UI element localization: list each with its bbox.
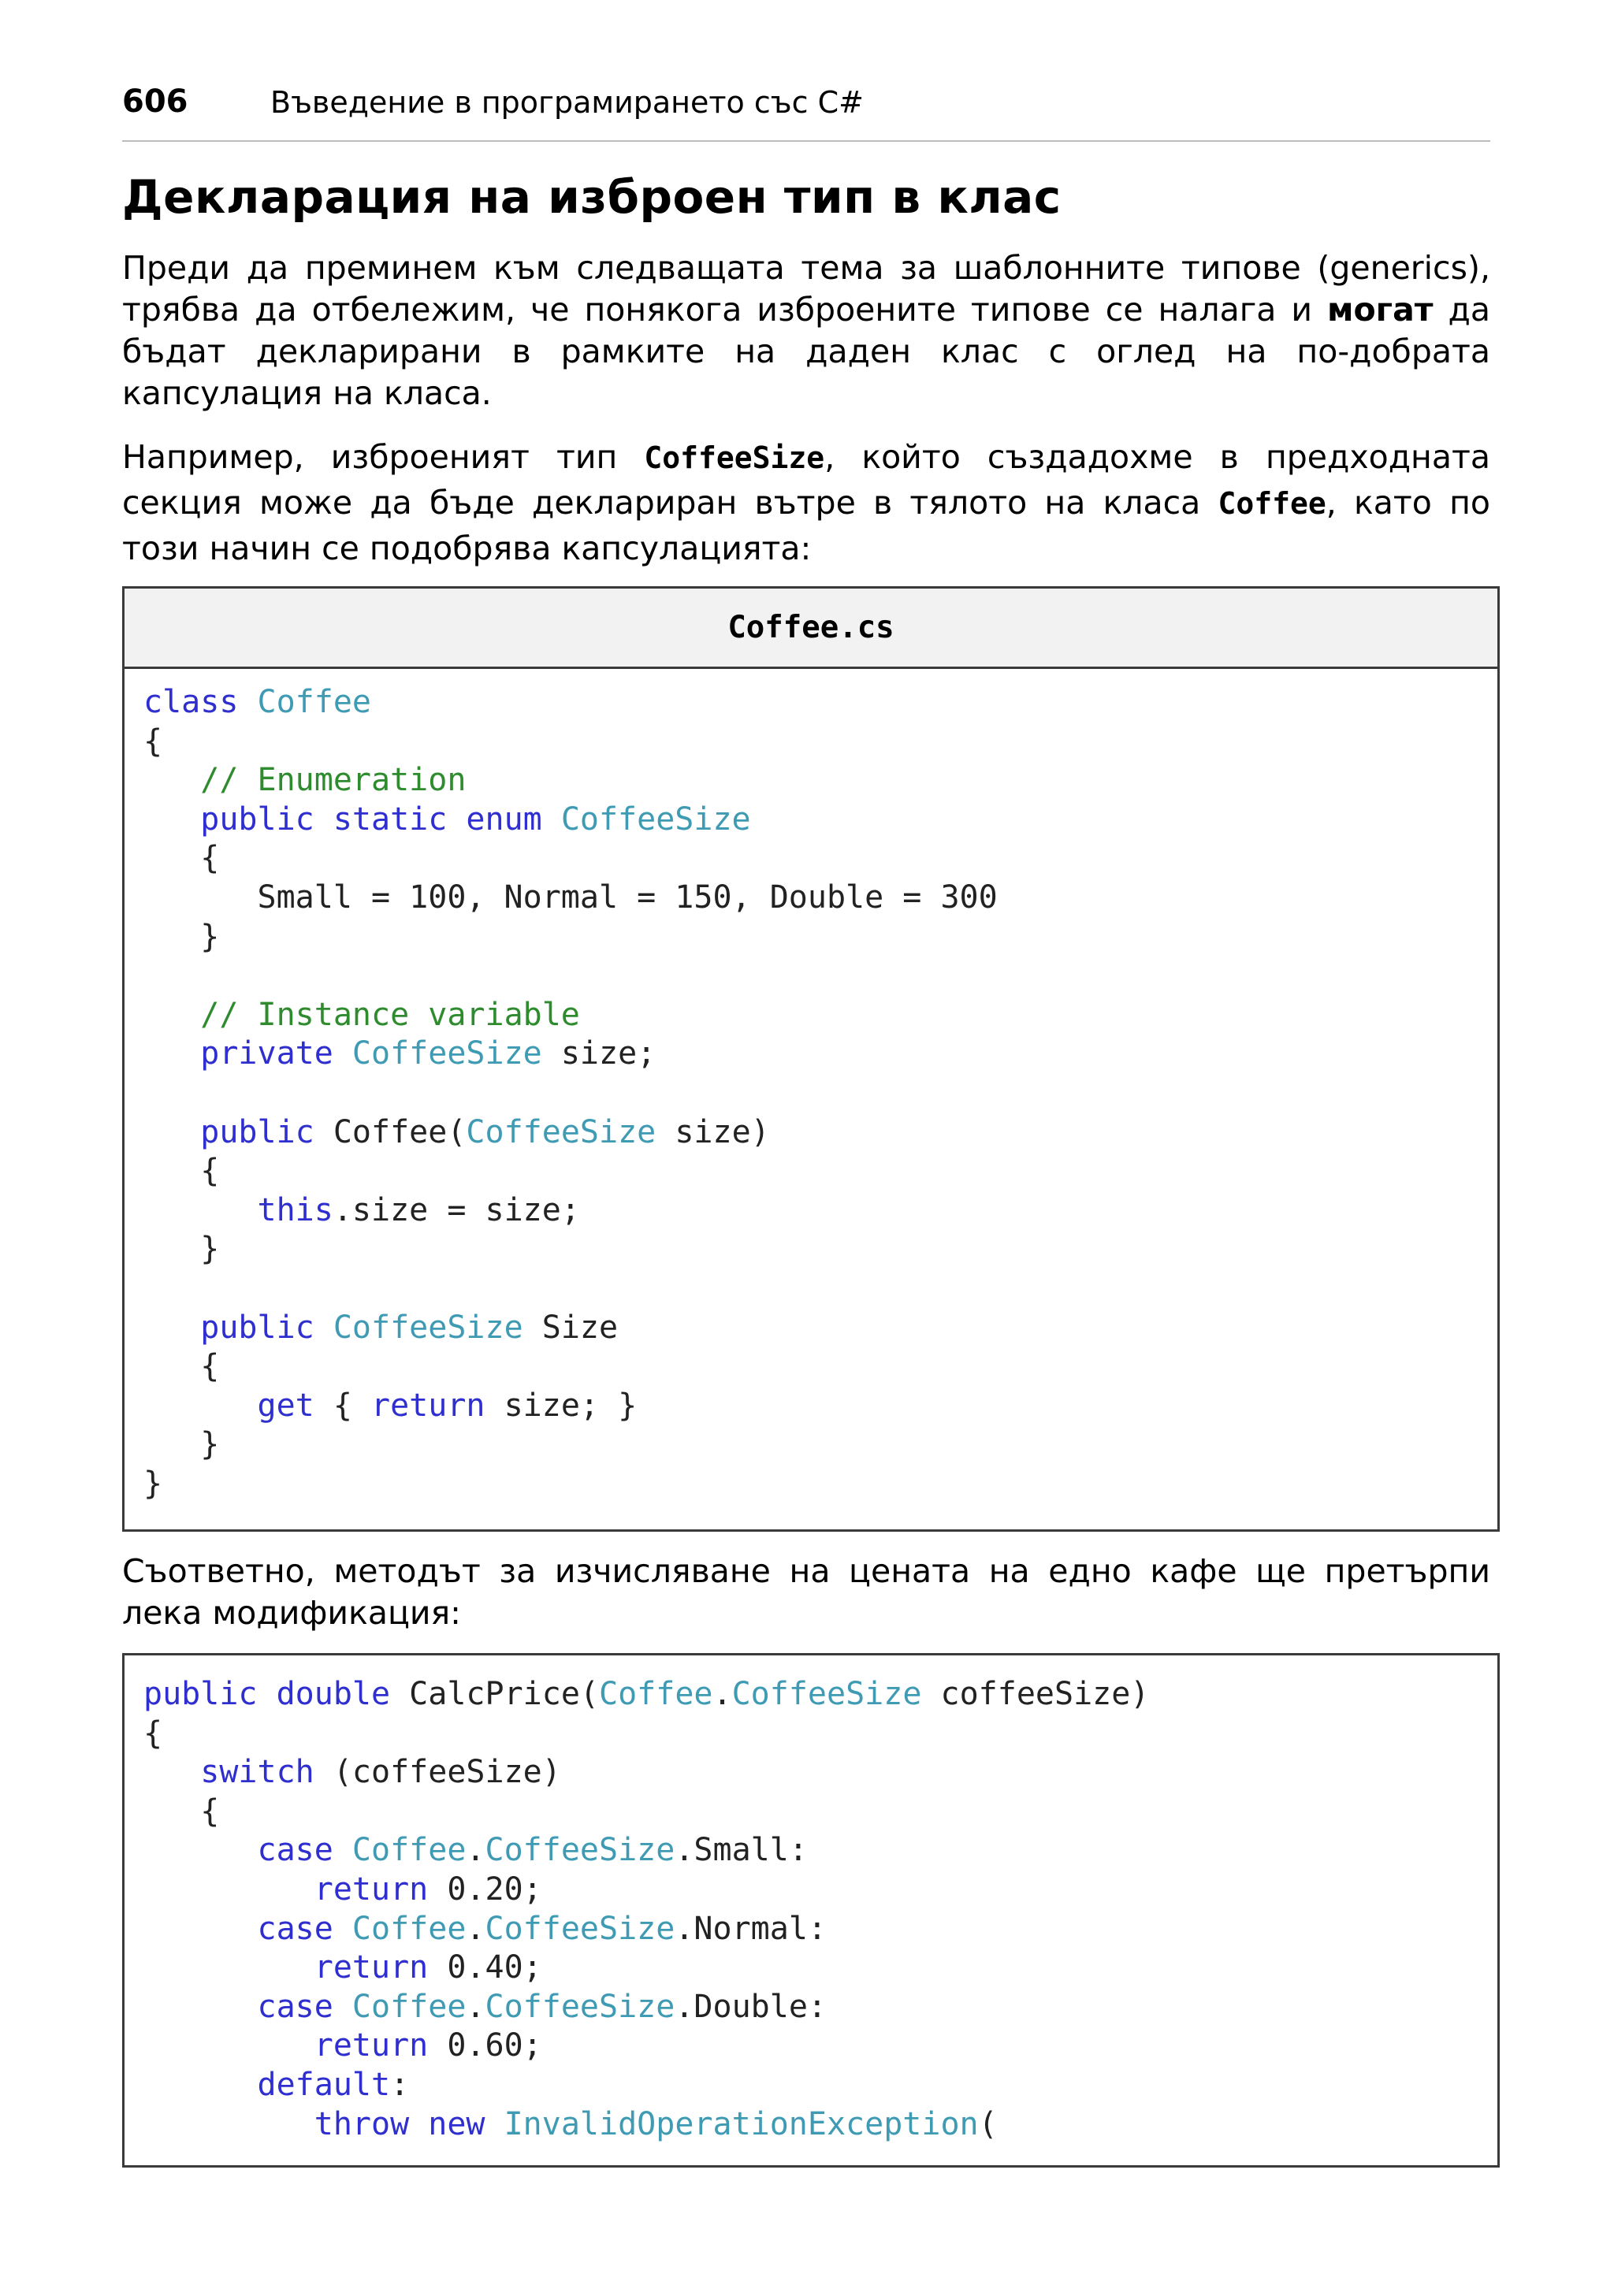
code-type: Coffee — [351, 1988, 467, 2025]
code-type: CoffeeSize — [731, 1676, 922, 1712]
code-block — [143, 683, 998, 1503]
code-text: ( — [978, 2105, 998, 2142]
code-text: size; — [541, 1035, 656, 1072]
code-text — [143, 1114, 200, 1150]
code-listing-calcprice — [122, 1653, 1500, 2168]
code-text: Size — [523, 1309, 619, 1346]
code-type: CoffeeSize — [485, 1988, 675, 2025]
code-text: { — [143, 1348, 220, 1385]
code-text: size; } — [485, 1387, 638, 1424]
code-type: CoffeeSize — [333, 1309, 523, 1346]
code-keyword: default — [257, 2066, 391, 2103]
code-keyword: return — [314, 2027, 429, 2064]
code-text: { — [143, 1715, 163, 1752]
bold-word: могат — [1327, 291, 1434, 329]
code-text — [143, 1192, 258, 1228]
code-keyword: public — [200, 1309, 333, 1346]
code-keyword: private — [200, 1035, 352, 1072]
code-text — [143, 762, 200, 798]
code-text: .Small: — [675, 1832, 808, 1869]
running-header — [122, 77, 1490, 142]
code-type: CoffeeSize — [485, 1832, 675, 1869]
paragraph-text: да бъдат декларирани в рамките на даден клас с оглед на по-добрата капсулация на класа. — [122, 291, 1490, 412]
code-listing-filename: Coffee.cs — [125, 589, 1497, 669]
inline-code-coffee: Coffee — [1218, 486, 1326, 521]
code-text: } — [143, 1426, 220, 1463]
code-text: . — [466, 1832, 485, 1869]
code-keyword: get — [257, 1387, 314, 1424]
code-block — [143, 1675, 1149, 2144]
code-text: 0.60; — [428, 2027, 542, 2064]
code-keyword: return — [371, 1387, 485, 1424]
code-text — [143, 2027, 314, 2064]
code-text: } — [143, 1465, 163, 1502]
paragraph-text: , който създадохме в предходната секция може да бъде деклариран вътре в тялото на класа — [122, 438, 1490, 522]
code-text: } — [143, 918, 220, 955]
code-type: Coffee — [598, 1676, 713, 1712]
code-type: Coffee — [351, 1832, 467, 1869]
code-text: { — [143, 723, 163, 760]
page-number: 606 — [122, 84, 188, 120]
code-text — [143, 1871, 314, 1908]
code-text: CalcPrice( — [409, 1676, 599, 1712]
code-text — [143, 801, 200, 838]
code-keyword: this — [257, 1191, 333, 1228]
inline-code-coffeesize: CoffeeSize — [644, 440, 825, 475]
code-keyword: case — [257, 1832, 352, 1869]
book-title: Въведение в програмирането със C# — [270, 85, 864, 120]
code-text — [143, 2106, 314, 2142]
code-keyword: throw new — [314, 2105, 504, 2142]
code-text: .Double: — [675, 1988, 827, 2025]
paragraph-text: Преди да преминем към следващата тема за шаблонните типове (generics), трябва да отбележим, че понякога изброените типове се налага и — [122, 249, 1490, 329]
code-text: : — [390, 2066, 410, 2103]
paragraph-intro — [122, 247, 1490, 414]
code-text — [143, 997, 200, 1033]
code-text — [143, 1388, 258, 1424]
code-comment: // Enumeration — [200, 762, 467, 799]
code-type: Coffee — [351, 1910, 467, 1947]
code-text: . — [466, 1988, 485, 2025]
code-text: { — [143, 1793, 220, 1830]
code-text: . — [712, 1676, 732, 1712]
code-keyword: return — [314, 1949, 429, 1986]
code-text — [143, 1949, 314, 1986]
code-type: Coffee — [257, 684, 371, 720]
code-keyword: case — [257, 1910, 352, 1947]
code-text — [143, 1754, 200, 1790]
code-keyword: class — [143, 684, 258, 720]
code-text: Small = 100, Normal = 150, Double = 300 — [143, 879, 998, 916]
code-type: CoffeeSize — [560, 801, 751, 838]
code-text — [143, 1989, 258, 2025]
code-type: CoffeeSize — [466, 1113, 656, 1150]
paragraph-text: Например, изброеният тип — [122, 438, 645, 476]
code-text: Coffee( — [333, 1113, 467, 1150]
code-text: .size = size; — [333, 1191, 580, 1228]
section-title: Декларация на изброен тип в клас — [122, 170, 1062, 224]
code-text: coffeeSize) — [921, 1676, 1150, 1712]
code-type: CoffeeSize — [485, 1910, 675, 1947]
code-listing-coffee — [122, 586, 1500, 1532]
code-keyword: public — [200, 1113, 333, 1150]
code-text: . — [466, 1910, 485, 1947]
code-keyword: case — [257, 1988, 352, 2025]
code-type: CoffeeSize — [351, 1035, 542, 1072]
code-text: } — [143, 1231, 220, 1268]
code-comment: // Instance variable — [200, 996, 580, 1033]
code-text: 0.40; — [428, 1949, 542, 1986]
code-type: InvalidOperationException — [504, 2105, 979, 2142]
code-keyword: public double — [143, 1676, 410, 1712]
code-text: (coffeeSize) — [314, 1754, 561, 1791]
code-text: .Normal: — [675, 1910, 827, 1947]
code-text — [143, 2067, 258, 2103]
code-text: { — [143, 840, 220, 877]
code-keyword: return — [314, 1871, 429, 1908]
code-keyword: public static enum — [200, 801, 561, 838]
code-text: { — [143, 1153, 220, 1190]
paragraph-transition: Съответно, методът за изчисляване на цената на едно кафе ще претърпи лека модификация: — [122, 1552, 1490, 1632]
code-keyword: switch — [200, 1754, 314, 1791]
code-text: { — [314, 1387, 371, 1424]
code-text — [143, 1911, 258, 1947]
code-text: 0.20; — [428, 1871, 542, 1908]
code-text: size) — [656, 1113, 770, 1150]
code-text — [143, 1310, 200, 1346]
code-text — [143, 1035, 200, 1072]
paragraph-text: , като по този начин се подобрява капсулацията: — [122, 484, 1490, 567]
code-text — [143, 1832, 258, 1868]
paragraph-example — [122, 435, 1490, 571]
